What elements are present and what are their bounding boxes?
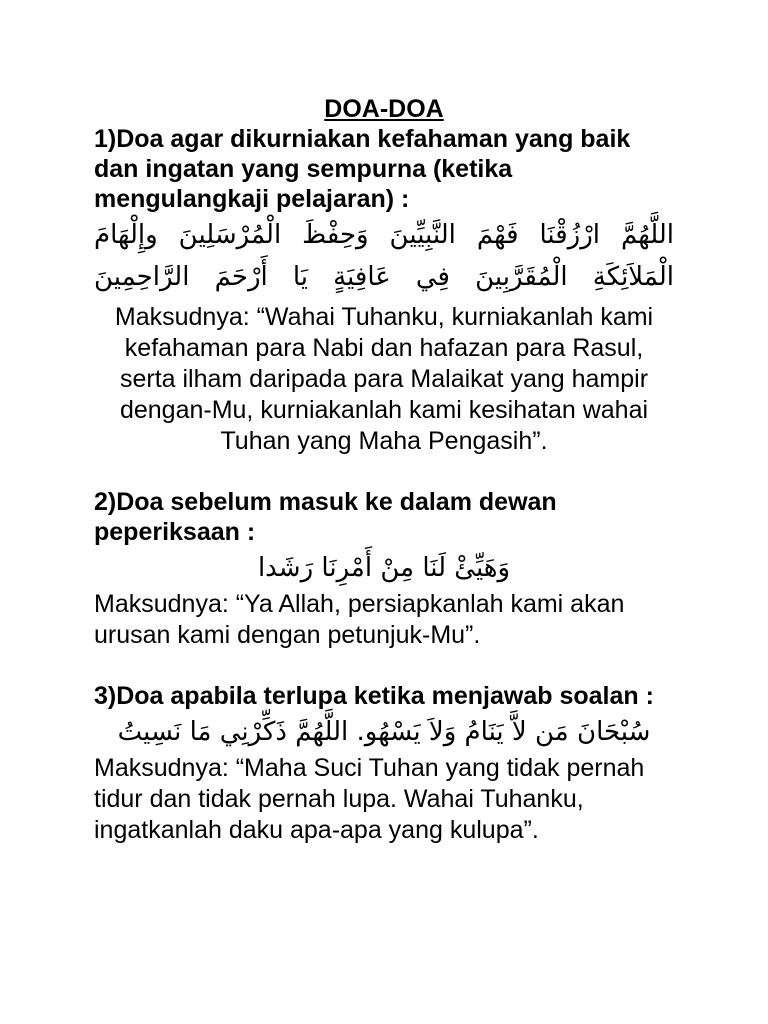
arabic-text-line: وَهَيِّئْ لَنَا مِنْ أَمْرِنَا رَشَدا [257,553,511,583]
arabic-text-line: سُبْحَانَ مَن لاَّ يَنَامُ وَلاَ يَسْهُو. اللَّهُمَّ ذَكِّرْنِي مَا نَسِيتُ [117,717,651,747]
doa-section-1 [94,124,674,457]
section-heading: 1)Doa agar dikurniakan kefahaman yang baik dan ingatan yang sempurna (ketika mengulangkaji pelajaran) : [94,125,631,213]
section-heading: 2)Doa sebelum masuk ke dalam dewan peperiksaan : [94,488,557,546]
document-page [94,94,674,846]
section-heading: 3)Doa apabila terlupa ketika menjawab soalan : [94,682,654,710]
section-meaning: Maksudnya: “Wahai Tuhanku, kurniakanlah kami kefahaman para Nabi dan hafazan para Rasul, serta ilham daripada para Malaikat yang hampir dengan-Mu, kurniakanlah kami kesihatan wahai Tuhan yang Maha Pengasih”. [114,303,654,455]
doa-section-2 [94,487,674,651]
document-title: DOA-DOA [324,95,444,123]
section-meaning: Maksudnya: “Maha Suci Tuhan yang tidak pernah tidur dan tidak pernah lupa. Wahai Tuhanku, ingatkanlah daku apa-apa yang kulupa”. [94,754,645,844]
doa-section-3 [94,681,674,846]
arabic-text-line: اللَّهُمَّ ارْزُقْنَا فَهْمَ النَّبِيِّينَ وَحِفْظَ الْمُرْسَلِينَ وإِلْهَامَ [94,220,674,250]
arabic-text-line: الْمَلاَئِكَةِ الْمُقَرَّبِينَ فِي عَافِيَةٍ يَا أَرْحَمَ الرَّاحِمِينَ [94,262,674,292]
section-meaning: Maksudnya: “Ya Allah, persiapkanlah kami akan urusan kami dengan petunjuk-Mu”. [94,590,625,649]
